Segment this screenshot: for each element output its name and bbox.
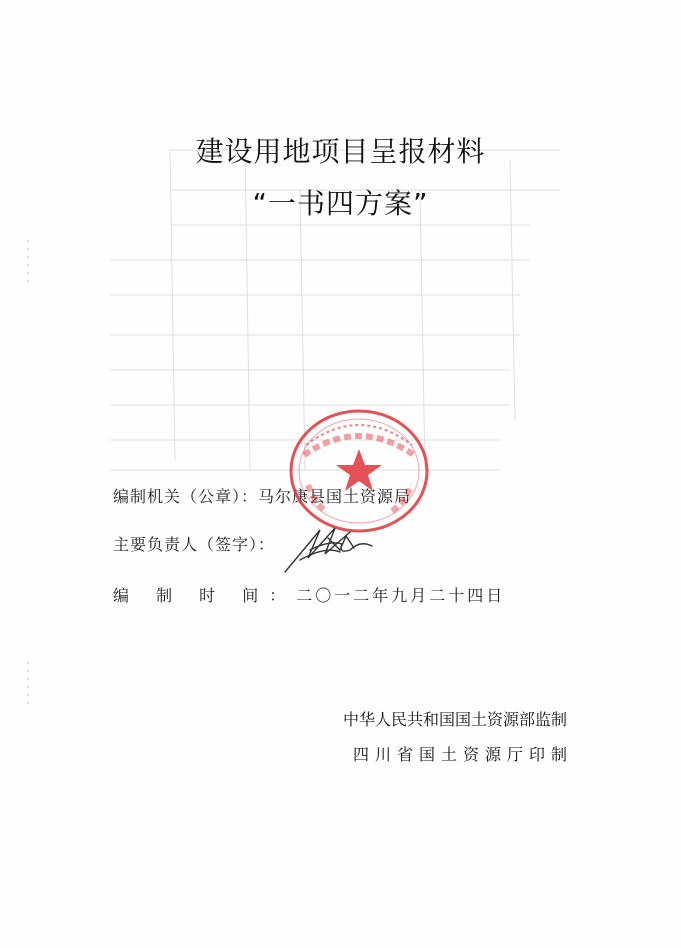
compiled-time-field: [113, 583, 505, 606]
compiled-time-label: 编 制 时 间：: [113, 586, 297, 605]
seal-star-icon: [336, 449, 382, 491]
binder-mark-bottom: [24, 660, 32, 720]
compiling-org-value: 马尔康县国土资源局: [258, 487, 412, 506]
footer-printer: 四川省国土资源厅印制: [352, 745, 573, 764]
responsible-person-label: 主要负责人（签字）：: [113, 535, 276, 554]
compiling-org-label: 编制机关（公章）：: [113, 487, 259, 506]
binder-mark-top: [24, 238, 32, 298]
page-subtitle: “一书四方案”: [252, 187, 429, 220]
page-title: 建设用地项目呈报材料: [195, 135, 486, 168]
responsible-person-field: [113, 532, 275, 555]
handwritten-signature: [280, 510, 390, 580]
footer-supervisor: 中华人民共和国国土资源部监制: [342, 710, 567, 729]
compiled-time-value: 二〇一二年九月二十四日: [296, 586, 506, 605]
